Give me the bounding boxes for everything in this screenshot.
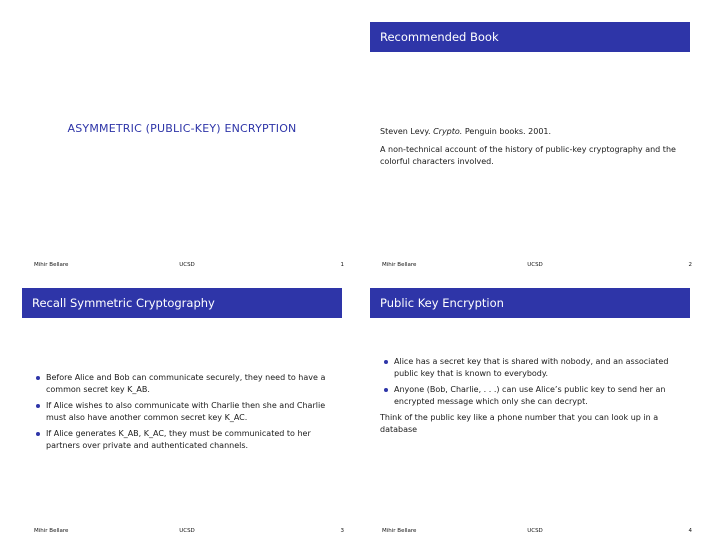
bullet-item: Anyone (Bob, Charlie, . . .) can use Alice’s public key to send her an encrypted message which only she can decrypt. — [394, 384, 686, 408]
bullet-item: If Alice generates K_AB, K_AC, they must be communicated to her partners over private and authenticated channels. — [46, 428, 338, 452]
book-description: A non-technical account of the history of public-key cryptography and the colorful characters involved. — [380, 145, 676, 166]
slide-2 — [370, 22, 700, 268]
slide-footer — [30, 525, 344, 537]
footer-institution: UCSD — [527, 262, 543, 268]
book-author: Steven Levy. — [380, 127, 431, 136]
slide-1 — [22, 22, 352, 268]
slide-note: Think of the public key like a phone number that you can look up in a database — [380, 413, 659, 434]
footer-author: Mihir Bellare — [34, 262, 69, 268]
bullet-item: If Alice wishes to also communicate with Charlie then she and Charlie must also have another common secret key K_AC. — [46, 400, 338, 424]
footer-author: Mihir Bellare — [382, 528, 417, 534]
bullet-list — [32, 372, 338, 452]
slide-footer — [378, 525, 692, 537]
slide-3 — [22, 288, 352, 534]
slide-header: Public Key Encryption — [370, 288, 690, 318]
footer-author: Mihir Bellare — [382, 262, 417, 268]
slide-footer — [30, 259, 344, 271]
bullet-list — [380, 356, 686, 408]
footer-author: Mihir Bellare — [34, 528, 69, 534]
book-title: Crypto. — [433, 127, 463, 136]
book-citation — [380, 126, 686, 138]
slide-number: 4 — [688, 528, 692, 534]
footer-institution: UCSD — [527, 528, 543, 534]
footer-institution: UCSD — [179, 262, 195, 268]
slide-4 — [370, 288, 700, 534]
slide-number: 2 — [688, 262, 692, 268]
slide-title: ASYMMETRIC (PUBLIC-KEY) ENCRYPTION — [67, 122, 297, 135]
slide-footer — [378, 259, 692, 271]
slide-header: Recommended Book — [370, 22, 690, 52]
slide-body — [32, 372, 338, 456]
book-publisher: Penguin books. 2001. — [464, 127, 552, 136]
slide-body — [380, 126, 686, 174]
slide-body — [380, 356, 686, 442]
bullet-item: Alice has a secret key that is shared with nobody, and an associated public key that is known to everybody. — [394, 356, 686, 380]
slide-number: 1 — [340, 262, 344, 268]
slide-number: 3 — [340, 528, 344, 534]
slide-header: Recall Symmetric Cryptography — [22, 288, 342, 318]
footer-institution: UCSD — [179, 528, 195, 534]
bullet-item: Before Alice and Bob can communicate securely, they need to have a common secret key K_AB. — [46, 372, 338, 396]
